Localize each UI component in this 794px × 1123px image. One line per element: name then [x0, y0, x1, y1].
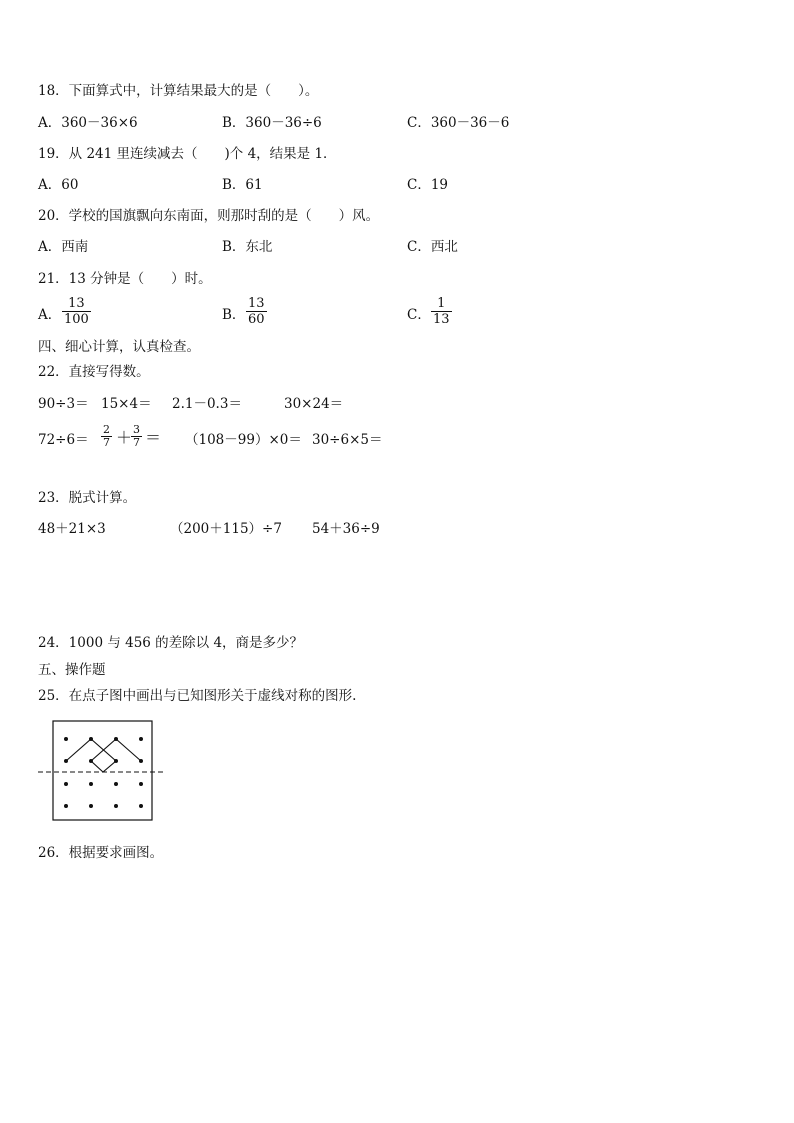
q22-row1-expr-3: 2.1－0.3＝ [172, 396, 242, 412]
q20-option-b: B．东北 [222, 239, 273, 255]
q21-option-c-fraction [431, 296, 452, 327]
question-20: 20．学校的国旗飘向东南面，则那时刮的是（ ）风。 [38, 208, 380, 224]
question-18: 18．下面算式中，计算结果最大的是（ ）。 [38, 83, 319, 99]
fraction-numerator: 3 [133, 423, 140, 436]
fraction-denominator: 100 [64, 312, 89, 327]
question-19: 19．从 241 里连续减去（ )个 4，结果是 1． [38, 146, 337, 162]
q22-row2-expr-1: 72÷6＝ [38, 432, 89, 448]
q22-row2-expr-4: 30÷6×5＝ [312, 432, 383, 448]
section-5-heading: 五、操作题 [38, 662, 106, 678]
q20-option-a: A．西南 [38, 239, 89, 255]
question-23: 23．脱式计算。 [38, 490, 137, 506]
question-22: 22．直接写得数。 [38, 364, 150, 380]
fraction-numerator: 1 [437, 296, 446, 311]
q18-option-c: C．360－36－6 [407, 115, 510, 131]
q19-option-b: B．61 [222, 177, 263, 193]
q22-fraction-2 [131, 424, 142, 449]
fraction-numerator: 2 [103, 423, 110, 436]
grid-frame [53, 721, 152, 820]
q22-row1-expr-1: 90÷3＝ [38, 396, 89, 412]
equals-sign: ＝ [145, 428, 162, 447]
q22-row1-expr-2: 15×4＝ [101, 396, 152, 412]
q21-option-b-fraction [246, 296, 267, 327]
given-figure [66, 739, 141, 772]
q20-option-c: C．西北 [407, 239, 458, 255]
q23-expr-3: 54＋36÷9 [312, 521, 380, 537]
section-4-heading: 四、细心计算，认真检查。 [38, 339, 200, 355]
q19-option-c: C．19 [407, 177, 449, 193]
q18-option-b: B．360－36÷6 [222, 115, 322, 131]
fraction-denominator: 7 [133, 436, 140, 449]
fraction-denominator: 60 [248, 312, 265, 327]
question-26: 26．根据要求画图。 [38, 845, 164, 861]
fraction-denominator: 13 [433, 312, 450, 327]
question-24: 24．1000 与 456 的差除以 4，商是多少？ [38, 635, 304, 651]
dot-grid-figure [36, 718, 176, 828]
q19-option-a: A．60 [38, 177, 79, 193]
fraction-numerator: 13 [248, 296, 265, 311]
fraction-denominator: 7 [103, 436, 110, 449]
plus-sign: ＋ [116, 428, 133, 447]
q23-expr-1: 48＋21×3 [38, 521, 106, 537]
q22-row2-expr-3: （108－99）×0＝ [185, 432, 302, 448]
fraction-numerator: 13 [68, 296, 85, 311]
q21-option-a-fraction [62, 296, 91, 327]
q21-option-b-label: B． [222, 307, 246, 323]
q18-option-a: A．360－36×6 [38, 115, 138, 131]
q21-option-c-label: C． [407, 307, 431, 323]
q22-fraction-1 [101, 424, 112, 449]
q21-option-a-label: A． [38, 307, 62, 323]
q22-row1-expr-4: 30×24＝ [284, 396, 344, 412]
question-21: 21．13 分钟是（ ）时。 [38, 271, 212, 287]
question-25: 25．在点子图中画出与已知图形关于虚线对称的图形. [38, 688, 357, 704]
q23-expr-2: （200＋115）÷7 [170, 521, 282, 537]
